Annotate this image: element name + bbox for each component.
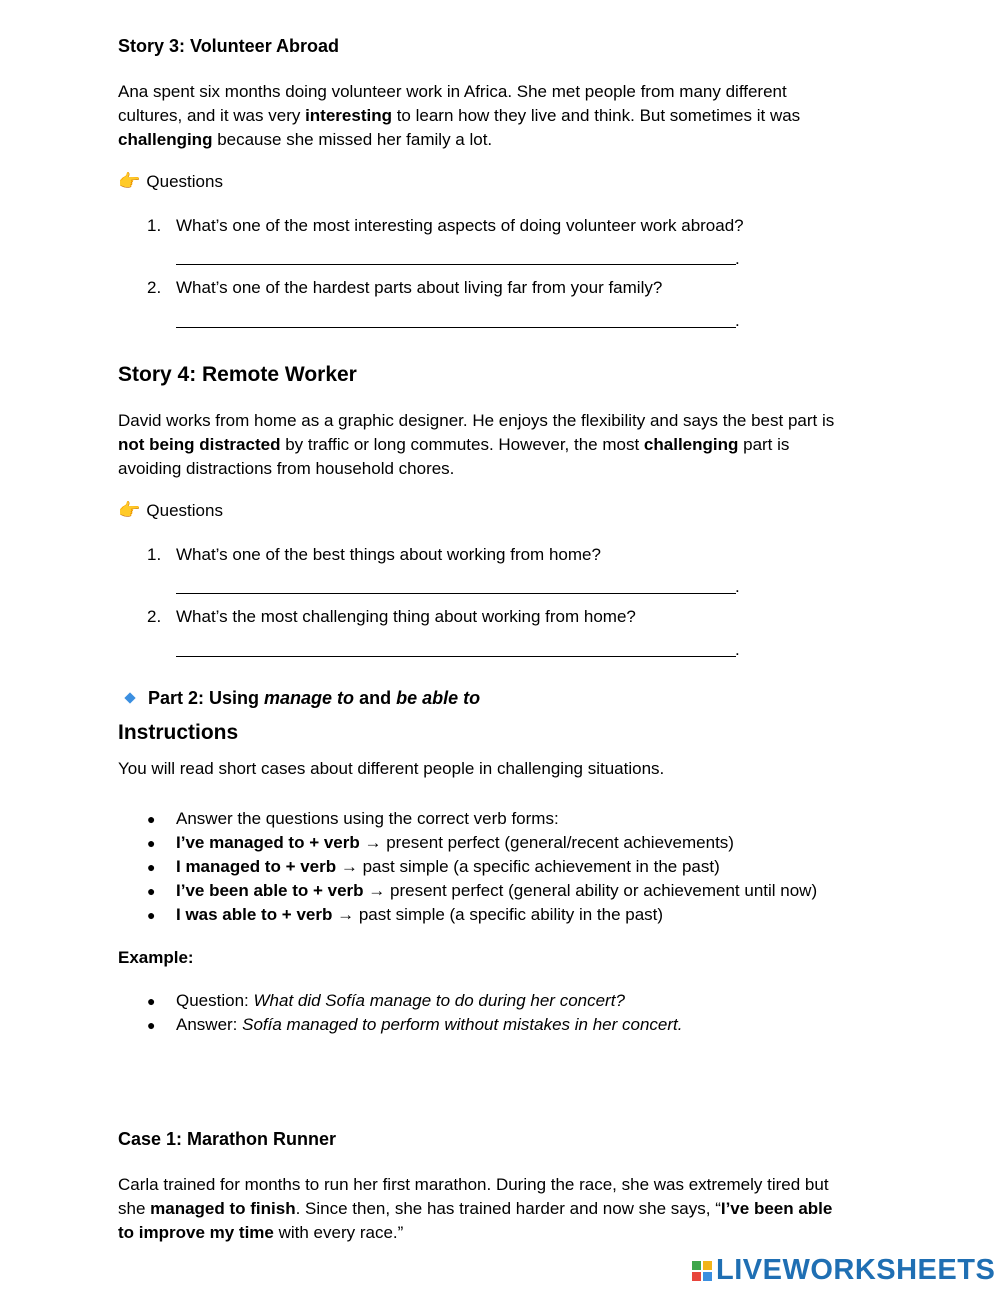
questions-label: Questions — [146, 500, 223, 520]
story3-paragraph — [118, 80, 888, 152]
text: Question: — [176, 991, 254, 1010]
text: by traffic or long commutes. However, the most — [280, 435, 644, 454]
diamond-bullet-icon — [124, 692, 135, 703]
story3-line1: Ana spent six months doing volunteer work in Africa. She met people from many different — [118, 82, 787, 101]
keyword-managed-to-finish: managed to finish — [150, 1199, 296, 1218]
story3-answer-2-line[interactable] — [176, 326, 736, 328]
text: be able to — [396, 688, 481, 708]
question-number: 1. — [147, 545, 162, 564]
instruction-bullet-1: Answer the questions using the correct verb forms: — [176, 809, 559, 828]
text: manage to — [264, 688, 355, 708]
verb-form: I was able to + verb — [176, 905, 333, 924]
text: Part 2: Using — [148, 688, 265, 708]
instructions-intro: You will read short cases about different people in challenging situations. — [118, 759, 665, 778]
verb-form: I managed to + verb — [176, 857, 337, 876]
answer-period: . — [735, 640, 740, 659]
question-number: 2. — [147, 607, 162, 626]
case1-line2 — [118, 1197, 888, 1221]
story3-line3 — [118, 128, 888, 152]
text: What did Sofía manage to do during her concert? — [253, 991, 625, 1010]
question-number: 1. — [147, 216, 162, 235]
story4-line1: David works from home as a graphic designer. He enjoys the flexibility and says the best part is — [118, 411, 835, 430]
instructions-heading: Instructions — [118, 721, 239, 744]
text: and — [354, 688, 397, 708]
case1-paragraph — [118, 1173, 888, 1245]
story4-question-1: What’s one of the best things about working from home? — [176, 545, 601, 564]
story3-question-1: What’s one of the most interesting aspects of doing volunteer work abroad? — [176, 216, 744, 235]
liveworksheets-logo — [692, 1254, 995, 1287]
answer-period: . — [735, 577, 740, 596]
story4-answer-2-line[interactable] — [176, 655, 736, 657]
example-answer — [176, 1015, 682, 1035]
verb-form: I’ve managed to + verb — [176, 833, 360, 852]
text: Sofía managed to perform without mistakes in her concert. — [242, 1015, 683, 1034]
text: with every race.” — [273, 1223, 404, 1242]
story3-title: Story 3: Volunteer Abroad — [118, 36, 340, 56]
bullet-dot: ● — [147, 907, 156, 923]
text: → present perfect (general/recent achievements) — [359, 833, 734, 852]
case1-title: Case 1: Marathon Runner — [118, 1129, 337, 1149]
pointing-hand-icon: 👉 — [118, 500, 141, 520]
logo-block — [703, 1261, 712, 1270]
story4-line3: avoiding distractions from household chores. — [118, 459, 455, 478]
bullet-dot: ● — [147, 859, 156, 875]
text: because she missed her family a lot. — [212, 130, 493, 149]
question-number: 2. — [147, 278, 162, 297]
text: part is — [738, 435, 790, 454]
text: she — [118, 1199, 151, 1218]
instruction-bullet-5 — [176, 905, 663, 925]
text: → present perfect (general ability or achievement until now) — [363, 881, 818, 900]
story4-answer-1-line[interactable] — [176, 592, 736, 594]
text: . Since then, she has trained harder and now she says, “ — [295, 1199, 721, 1218]
text: Answer: — [176, 1015, 243, 1034]
case1-line1: Carla trained for months to run her first marathon. During the race, she was extremely tired but — [118, 1175, 829, 1194]
text: to learn how they live and think. But sometimes it was — [391, 106, 801, 125]
keyword-improve-my-time: to improve my time — [118, 1223, 274, 1242]
story4-title: Story 4: Remote Worker — [118, 363, 357, 386]
logo-block — [692, 1261, 701, 1270]
instruction-bullet-2 — [176, 833, 734, 853]
keyword-interesting: interesting — [305, 106, 392, 125]
story3-answer-1-line[interactable] — [176, 263, 736, 265]
story4-paragraph — [118, 409, 888, 481]
story4-question-2: What’s the most challenging thing about working from home? — [176, 607, 636, 626]
example-question — [176, 991, 625, 1011]
verb-form: I’ve been able to + verb — [176, 881, 364, 900]
story4-line2 — [118, 433, 888, 457]
case1-line3 — [118, 1221, 888, 1245]
text: → past simple (a specific achievement in the past) — [336, 857, 720, 876]
logo-block — [703, 1272, 712, 1281]
text: cultures, and it was very — [118, 106, 306, 125]
text: → past simple (a specific ability in the past) — [332, 905, 664, 924]
bullet-dot: ● — [147, 1017, 156, 1033]
logo-block — [692, 1272, 701, 1281]
logo-mark-icon — [692, 1261, 712, 1281]
keyword-challenging: challenging — [643, 435, 739, 454]
bullet-dot: ● — [147, 835, 156, 851]
story4-questions-heading — [118, 500, 223, 521]
bullet-dot: ● — [147, 811, 156, 827]
story3-line2 — [118, 104, 888, 128]
instruction-bullet-4 — [176, 881, 817, 901]
story3-question-2: What’s one of the hardest parts about living far from your family? — [176, 278, 663, 297]
pointing-hand-icon: 👉 — [118, 171, 141, 191]
keyword-not-being-distracted: not being distracted — [118, 435, 281, 454]
keyword-challenging: challenging — [118, 130, 213, 149]
bullet-dot: ● — [147, 993, 156, 1009]
bullet-dot: ● — [147, 883, 156, 899]
answer-period: . — [735, 311, 740, 330]
example-label: Example: — [118, 948, 194, 967]
instruction-bullet-3 — [176, 857, 720, 877]
questions-label: Questions — [146, 171, 223, 191]
part2-title — [148, 688, 480, 709]
logo-text: LIVEWORKSHEETS — [716, 1254, 996, 1286]
story3-questions-heading — [118, 171, 223, 192]
answer-period: . — [735, 249, 740, 268]
keyword-ive-been-able: I’ve been able — [720, 1199, 833, 1218]
